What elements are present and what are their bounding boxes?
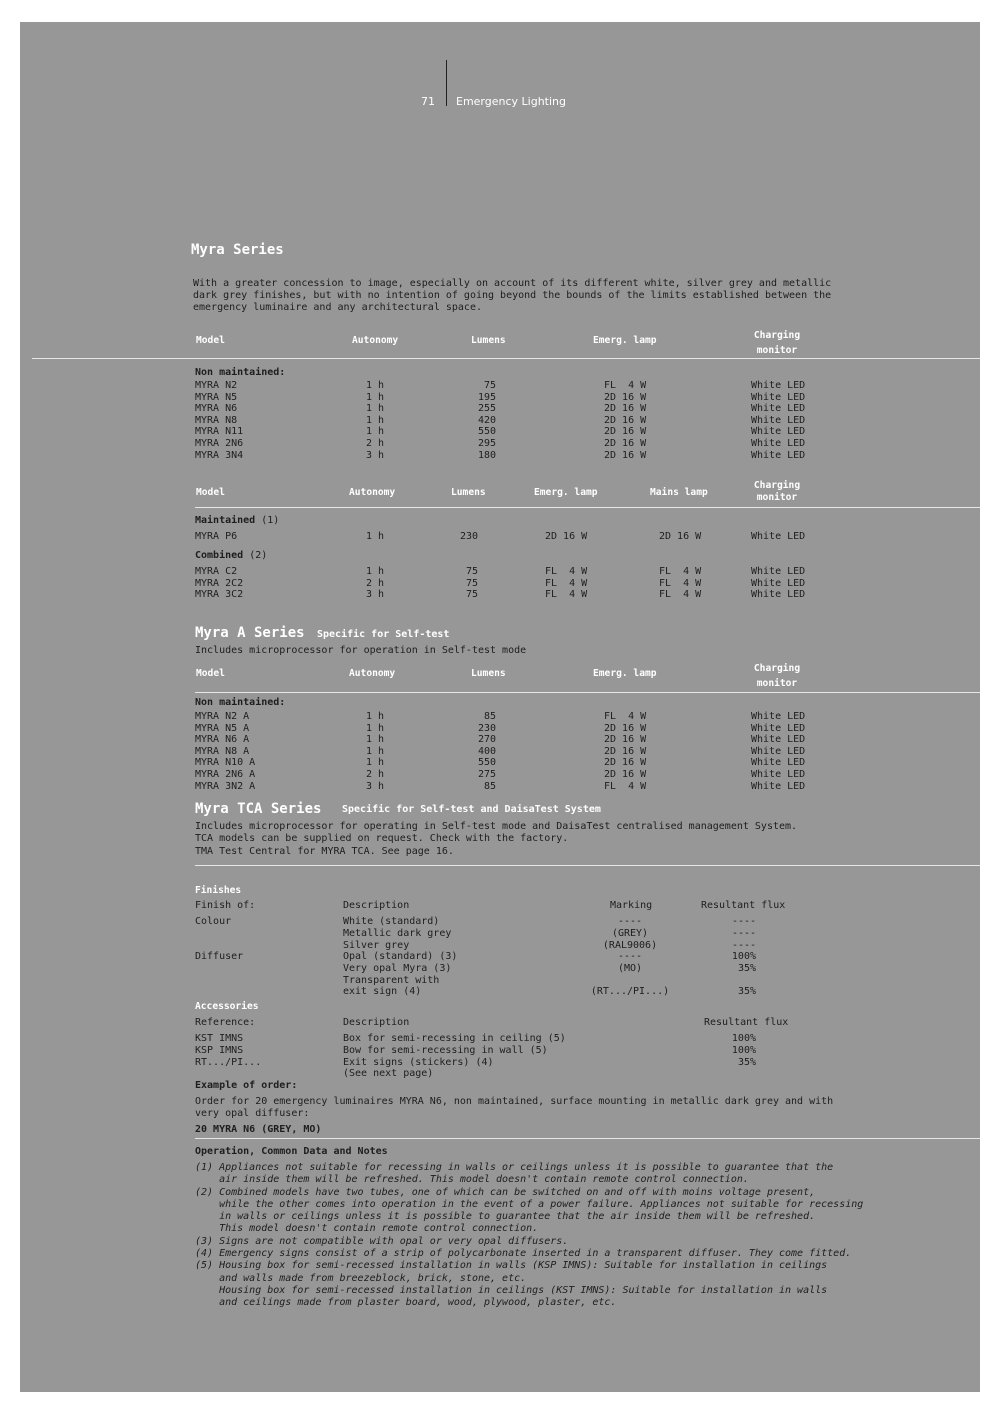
- cell-charging: White LED: [751, 566, 806, 577]
- cell-emerg-lamp: 2D 16 W: [545, 531, 588, 542]
- cell-mains-lamp: FL 4 W: [659, 577, 702, 589]
- cell-charging: White LED: [751, 722, 806, 734]
- cell-charging: White LED: [751, 589, 806, 601]
- cell-model: MYRA 2N6 A: [195, 769, 256, 780]
- myra-a-desc: Includes microprocessor for operation in Self-test mode: [195, 645, 527, 656]
- cell-model: MYRA 2C2: [195, 577, 244, 589]
- cell-mains-lamp: 2D 16 W: [659, 531, 702, 542]
- cell-autonomy: 3 h: [366, 780, 385, 792]
- colour-markings: ---- (GREY) (RAL9006): [602, 916, 658, 951]
- myra-tca-title: Myra TCA Series: [195, 801, 322, 817]
- cell-autonomy: 3 h: [366, 449, 385, 461]
- cell-model: MYRA N10 A: [195, 757, 256, 769]
- cell-autonomy: 2 h: [366, 769, 385, 780]
- divider: [195, 865, 980, 866]
- finish-of-header: Finish of:: [195, 900, 256, 911]
- cell-emerg-lamp: 2D 16 W: [604, 414, 647, 426]
- cell-charging: White LED: [751, 577, 806, 589]
- maintained-note: (1): [261, 515, 280, 526]
- cell-charging: White LED: [751, 380, 806, 391]
- cell-charging: White LED: [751, 711, 806, 722]
- cell-lumens: 270: [477, 734, 496, 746]
- cell-lumens: 85: [483, 711, 496, 722]
- cell-lumens: 275: [477, 769, 496, 780]
- divider: [195, 1138, 980, 1139]
- cell-model: MYRA 2N6: [195, 438, 244, 449]
- col-mains-lamp: Mains lamp: [650, 487, 708, 498]
- description-header: Description: [343, 900, 410, 911]
- accessories-title: Accessories: [195, 1001, 259, 1012]
- col-lumens: Lumens: [451, 487, 486, 498]
- flux-header: Resultant flux: [704, 1017, 789, 1028]
- diffuser-descriptions: Opal (standard) (3) Very opal Myra (3) Transparent with exit sign (4): [343, 951, 458, 998]
- maintained-label: [195, 515, 279, 526]
- cell-emerg-lamp: 2D 16 W: [604, 757, 647, 769]
- non-maintained-label: Non maintained:: [195, 367, 286, 378]
- cell-lumens: 75: [483, 380, 496, 391]
- col-autonomy: Autonomy: [349, 668, 396, 679]
- cell-lumens: 180: [477, 449, 496, 461]
- cell-emerg-lamp: 2D 16 W: [604, 426, 647, 438]
- cell-lumens: 255: [477, 403, 496, 415]
- col-lumens: Lumens: [471, 668, 506, 679]
- cell-emerg-lamp: FL 4 W: [604, 780, 647, 792]
- col-emerg-lamp: Emerg. lamp: [593, 668, 657, 679]
- cell-emerg-lamp: 2D 16 W: [604, 403, 647, 415]
- accessory-references: KST IMNS KSP IMNS RT.../PI...: [195, 1033, 262, 1068]
- accessory-flux: 100% 100% 35%: [731, 1033, 756, 1068]
- cell-charging: White LED: [751, 734, 806, 746]
- cell-emerg-lamp: 2D 16 W: [604, 449, 647, 461]
- col-emerg-lamp: Emerg. lamp: [593, 335, 657, 346]
- cell-autonomy: 1 h: [366, 391, 385, 403]
- cell-lumens: 230: [459, 531, 478, 542]
- cell-model: MYRA 3N2 A: [195, 780, 256, 792]
- description-header: Description: [343, 1017, 410, 1028]
- cell-model: MYRA N5 A: [195, 722, 250, 734]
- cell-lumens: 85: [483, 780, 496, 792]
- cell-autonomy: 2 h: [366, 577, 385, 589]
- cell-autonomy: 1 h: [366, 734, 385, 746]
- col-model: Model: [196, 668, 225, 679]
- cell-emerg-lamp: FL 4 W: [604, 711, 647, 722]
- myra-a-subtitle: Specific for Self-test: [317, 629, 450, 640]
- cell-model: MYRA N6 A: [195, 734, 250, 746]
- cell-lumens: 75: [465, 589, 478, 601]
- header-divider: [446, 60, 447, 106]
- cell-charging: White LED: [751, 391, 806, 403]
- cell-mains-lamp: FL 4 W: [659, 566, 702, 577]
- cell-charging: White LED: [751, 449, 806, 461]
- cell-emerg-lamp: 2D 16 W: [604, 745, 647, 757]
- cell-lumens: 400: [477, 745, 496, 757]
- cell-lumens: 295: [477, 438, 496, 449]
- catalog-page: [20, 22, 980, 1392]
- cell-autonomy: 1 h: [366, 711, 385, 722]
- cell-model: MYRA N6: [195, 403, 238, 415]
- col-lumens: Lumens: [471, 335, 506, 346]
- colour-label: Colour: [195, 916, 232, 927]
- myra-a-title: Myra A Series: [195, 625, 305, 641]
- cell-emerg-lamp: FL 4 W: [545, 589, 588, 601]
- diffuser-markings: ---- (MO) (RT.../PI...): [590, 951, 670, 998]
- combined-label: [195, 550, 267, 561]
- cell-lumens: 420: [477, 414, 496, 426]
- cell-charging: White LED: [751, 426, 806, 438]
- col-model: Model: [196, 335, 225, 346]
- myra-intro: With a greater concession to image, especially on account of its different white, silver grey and metallic dark grey finishes, but with no intention of going beyond the bounds of the limits established between the emergency luminaire and any architectural space.: [193, 278, 832, 313]
- divider: [195, 692, 980, 693]
- cell-lumens: 75: [465, 566, 478, 577]
- col-autonomy: Autonomy: [349, 487, 396, 498]
- section-title: Emergency Lighting: [456, 95, 566, 108]
- cell-lumens: 550: [477, 757, 496, 769]
- order-text: Order for 20 emergency luminaires MYRA N6, non maintained, surface mounting in metallic dark grey and with very opal diffuser:: [195, 1096, 834, 1119]
- cell-autonomy: 2 h: [366, 438, 385, 449]
- notes-text: (1) Appliances not suitable for recessing in walls or ceilings unless it is possible to guarantee that the air inside them will be refreshed. This model doesn't contain remote control connection. (2) Combined models have two tubes, one of which can be switched on and off with moins voltage present, while the other comes into operation in the event of a power failure. Appliances not suitable for recessing in walls or ceilings unless it is possible to guarantee that the air inside them will be refreshed. This model doesn't contain remote control connection. (3) Signs are not compatible with opal or very opal diffusers. (4) Emergency signs consist of a strip of polycarbonate inserted in a transparent diffuser. They come fitted. (5) Housing box for semi-recessed installation in walls (KSP IMNS): Suitable for installation in ceilings and walls made from breezeblock, brick, stone, etc. Housing box for semi-recessed installation in ceilings (KST IMNS): Suitable for installation in walls and ceilings made from plaster board, wood, plywood, plaster, etc.: [195, 1162, 864, 1309]
- diffuser-flux: 100% 35% 35%: [731, 951, 756, 998]
- col-charging: Charging monitor: [753, 330, 801, 356]
- maintained-text: Maintained: [195, 515, 256, 526]
- cell-model: MYRA N5: [195, 391, 238, 403]
- cell-model: MYRA N2 A: [195, 711, 250, 722]
- cell-autonomy: 1 h: [366, 426, 385, 438]
- reference-header: Reference:: [195, 1017, 256, 1028]
- cell-autonomy: 1 h: [366, 403, 385, 415]
- cell-charging: White LED: [751, 403, 806, 415]
- cell-autonomy: 1 h: [366, 380, 385, 391]
- cell-model: MYRA 3C2: [195, 589, 244, 601]
- cell-autonomy: 1 h: [366, 531, 385, 542]
- colour-flux: ---- ---- ----: [731, 916, 757, 951]
- cell-emerg-lamp: 2D 16 W: [604, 391, 647, 403]
- col-charging: Charging monitor: [753, 480, 801, 503]
- cell-emerg-lamp: FL 4 W: [545, 577, 588, 589]
- cell-charging: White LED: [751, 414, 806, 426]
- cell-autonomy: 1 h: [366, 414, 385, 426]
- col-emerg-lamp: Emerg. lamp: [534, 487, 598, 498]
- cell-model: MYRA N8 A: [195, 745, 250, 757]
- cell-charging: White LED: [751, 769, 806, 780]
- cell-model: MYRA N11: [195, 426, 244, 438]
- cell-charging: White LED: [751, 531, 806, 542]
- cell-autonomy: 1 h: [366, 745, 385, 757]
- diffuser-label: Diffuser: [195, 951, 244, 962]
- colour-descriptions: White (standard) Metallic dark grey Silver grey: [343, 916, 452, 951]
- notes-title: Operation, Common Data and Notes: [195, 1146, 388, 1157]
- cell-lumens: 230: [477, 722, 496, 734]
- cell-charging: White LED: [751, 438, 806, 449]
- cell-emerg-lamp: 2D 16 W: [604, 438, 647, 449]
- cell-model: MYRA P6: [195, 531, 238, 542]
- cell-lumens: 75: [465, 577, 478, 589]
- cell-autonomy: 1 h: [366, 566, 385, 577]
- col-autonomy: Autonomy: [352, 335, 399, 346]
- myra-tca-subtitle: Specific for Self-test and DaisaTest System: [342, 804, 601, 815]
- cell-autonomy: 1 h: [366, 757, 385, 769]
- col-model: Model: [196, 487, 225, 498]
- divider: [195, 507, 980, 508]
- cell-autonomy: 1 h: [366, 722, 385, 734]
- cell-emerg-lamp: 2D 16 W: [604, 722, 647, 734]
- cell-charging: White LED: [751, 745, 806, 757]
- cell-charging: White LED: [751, 780, 806, 792]
- divider: [32, 358, 980, 359]
- myra-tca-desc: Includes microprocessor for operating in Self-test mode and DaisaTest centralised management System. TCA models can be supplied on request. Check with the factory. TMA Test Central for MYRA TCA. See page 16.: [195, 821, 798, 857]
- marking-header: Marking: [610, 900, 653, 911]
- cell-emerg-lamp: FL 4 W: [604, 380, 647, 391]
- cell-mains-lamp: FL 4 W: [659, 589, 702, 601]
- col-charging: Charging monitor: [753, 663, 801, 689]
- cell-lumens: 550: [477, 426, 496, 438]
- cell-emerg-lamp: 2D 16 W: [604, 769, 647, 780]
- cell-emerg-lamp: 2D 16 W: [604, 734, 647, 746]
- cell-charging: White LED: [751, 757, 806, 769]
- combined-text: Combined: [195, 550, 244, 561]
- cell-lumens: 195: [477, 391, 496, 403]
- cell-autonomy: 3 h: [366, 589, 385, 601]
- myra-series-title: Myra Series: [191, 242, 284, 258]
- page-number: 71: [421, 95, 435, 108]
- accessory-descriptions: Box for semi-recessing in ceiling (5) Bow for semi-recessing in wall (5) Exit signs (stickers) (4) (See next page): [343, 1033, 566, 1080]
- flux-header: Resultant flux: [701, 900, 786, 911]
- cell-model: MYRA N2: [195, 380, 238, 391]
- order-code: 20 MYRA N6 (GREY, MO): [195, 1124, 322, 1135]
- order-title: Example of order:: [195, 1080, 298, 1091]
- combined-note: (2): [249, 550, 268, 561]
- cell-emerg-lamp: FL 4 W: [545, 566, 588, 577]
- cell-model: MYRA N8: [195, 414, 238, 426]
- finishes-title: Finishes: [195, 885, 242, 896]
- cell-model: MYRA C2: [195, 566, 238, 577]
- cell-model: MYRA 3N4: [195, 449, 244, 461]
- non-maintained-label: Non maintained:: [195, 697, 286, 708]
